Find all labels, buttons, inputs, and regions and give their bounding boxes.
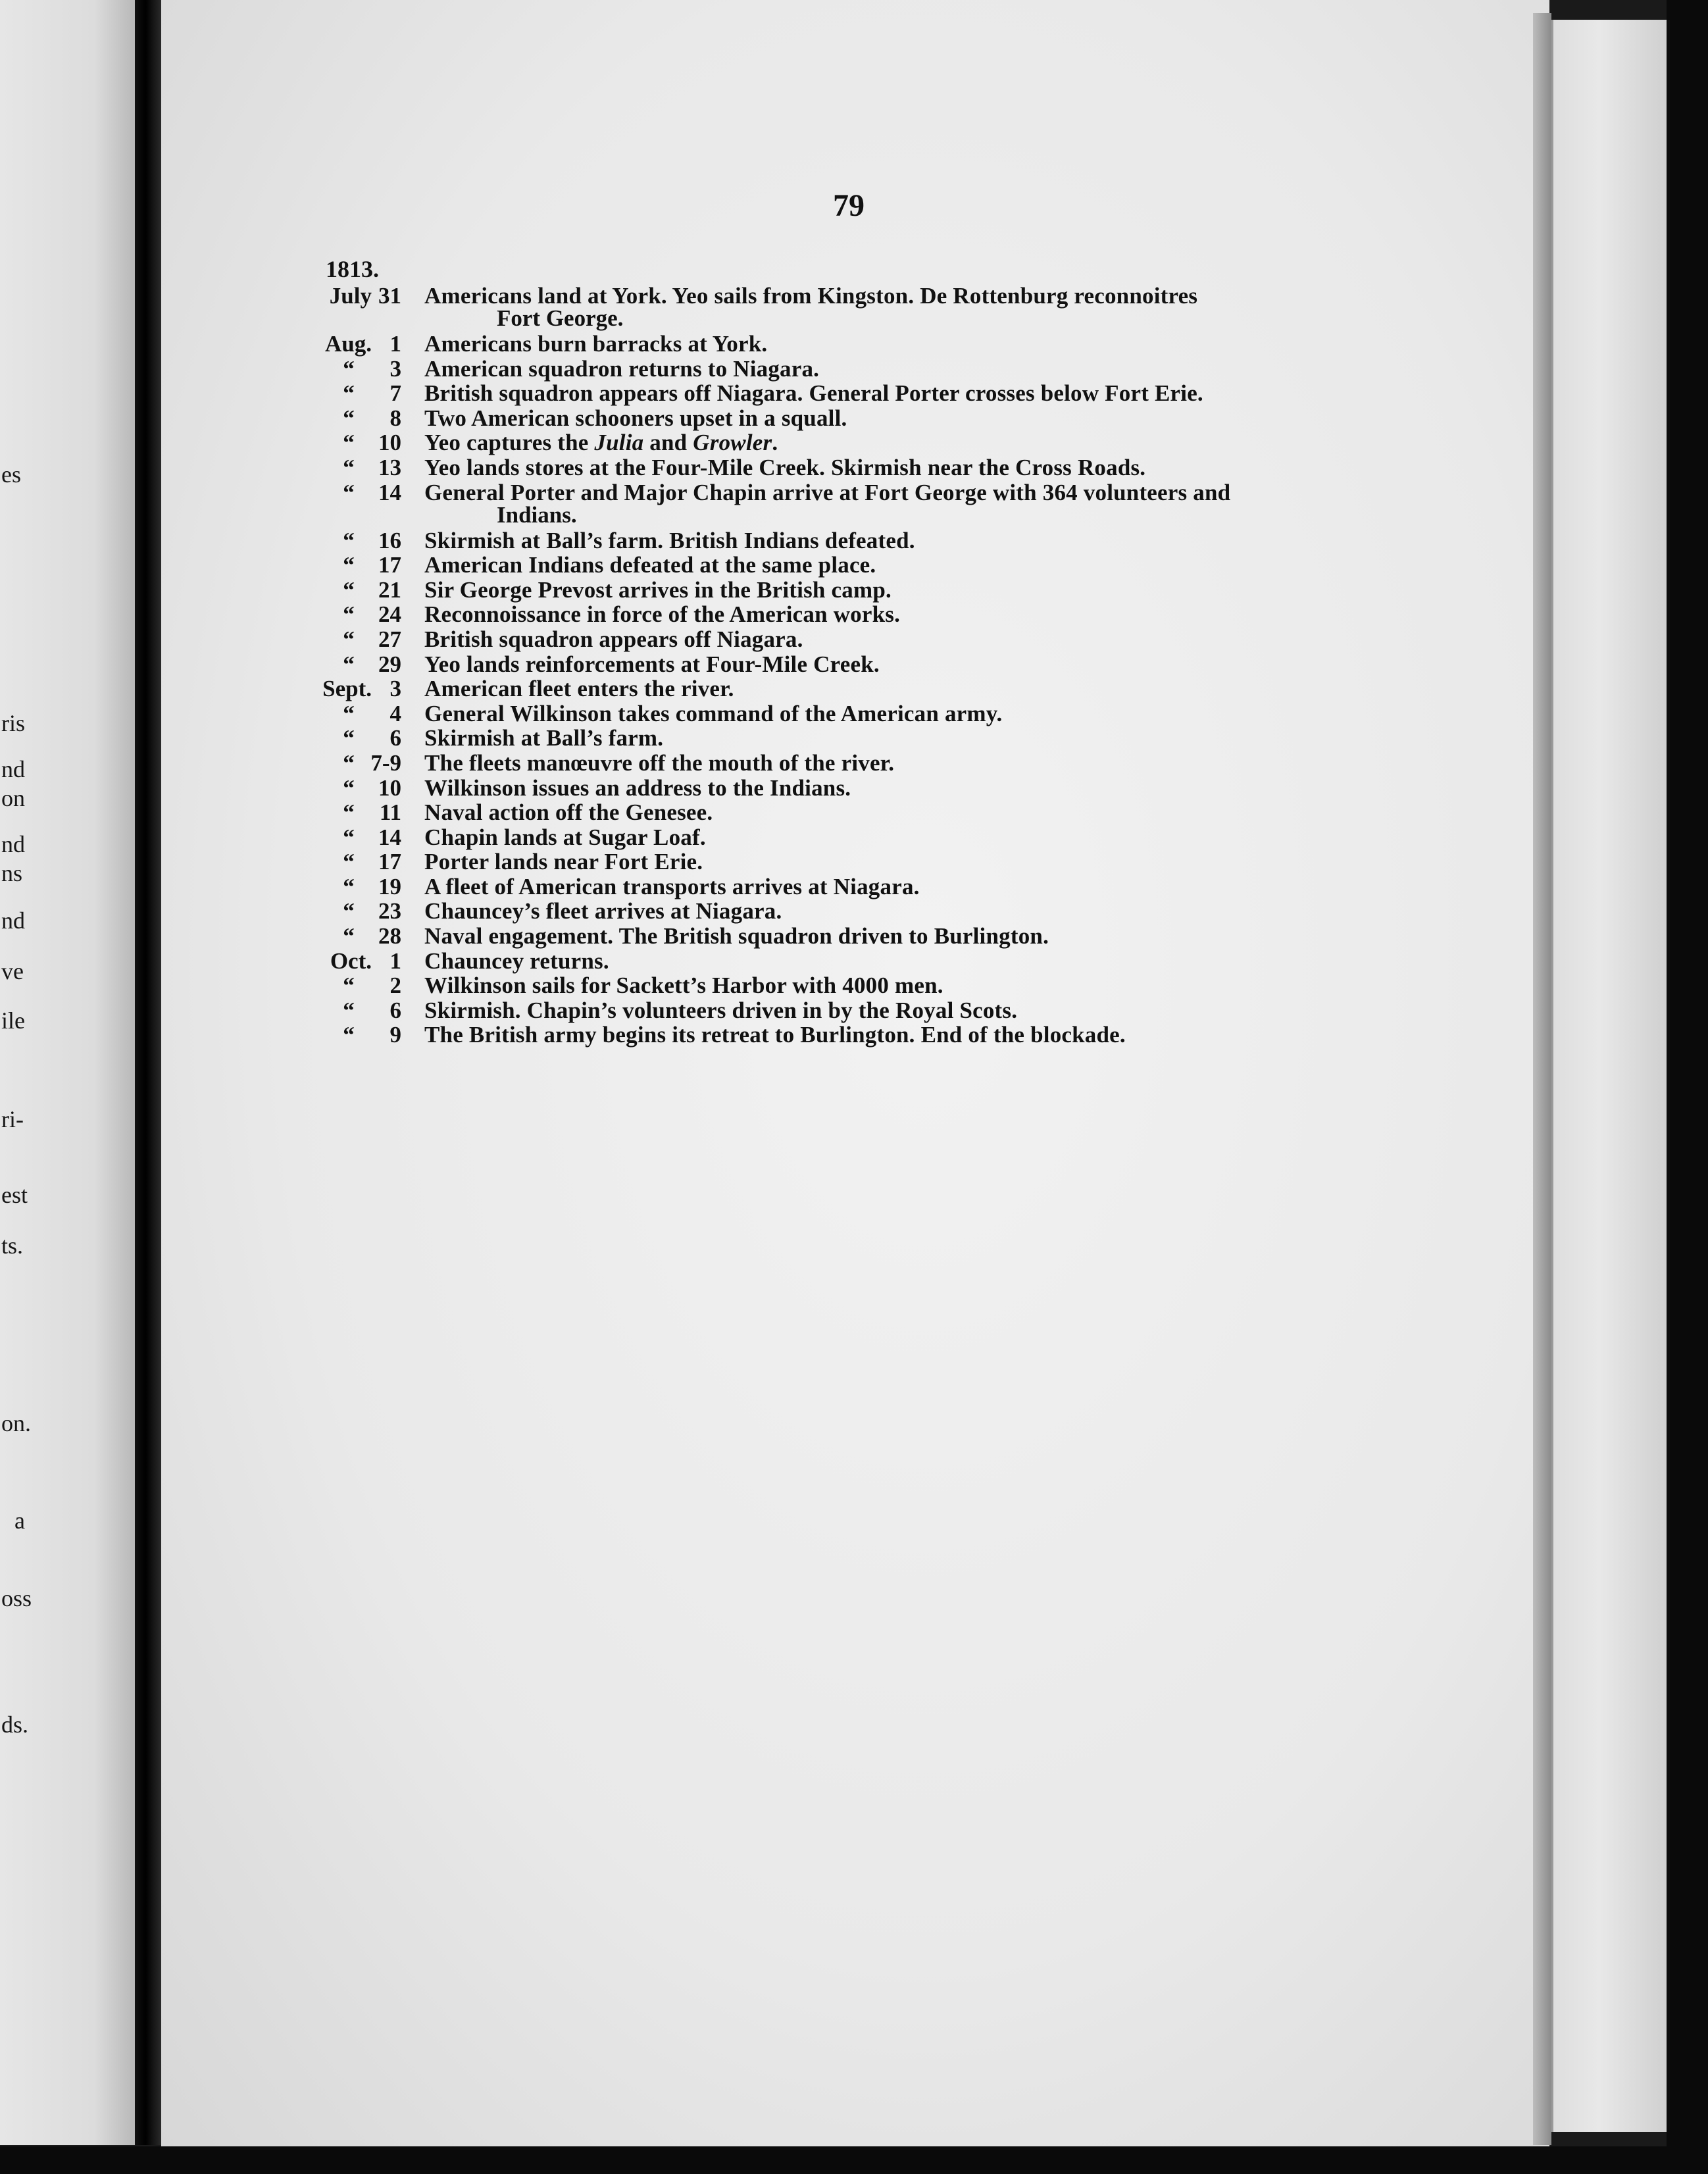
entry-day: 3 [389, 676, 401, 702]
chronology-entry [0, 380, 1533, 405]
chronology-entry [0, 528, 1533, 553]
entry-day: 3 [389, 355, 401, 382]
entry-day: 7 [389, 380, 401, 407]
entry-day: 10 [378, 774, 401, 801]
left-fragment: ts. [1, 1232, 24, 1259]
entry-continuation: Indians. [497, 501, 577, 528]
entry-month: Sept. [322, 676, 372, 702]
chronology-entry [0, 725, 1533, 750]
entry-text: Skirmish. Chapin’s volunteers driven in by the Royal Scots. [424, 997, 1018, 1023]
entry-ditto-mark: “ [343, 527, 355, 553]
chronology-entry [0, 626, 1533, 651]
entry-ditto-mark: “ [343, 601, 355, 628]
chronology-entry [0, 651, 1533, 676]
page-number: 79 [833, 188, 865, 223]
chronology-entry [0, 824, 1533, 849]
left-fragment: ile [1, 1007, 25, 1034]
chronology-entry [0, 998, 1533, 1023]
entry-continuation: Fort George. [497, 305, 624, 331]
entry-day: 13 [378, 454, 401, 480]
entry-ditto-mark: “ [343, 898, 355, 924]
entry-text [424, 430, 778, 456]
chronology-entry [0, 405, 1533, 430]
left-fragment: es [1, 461, 21, 488]
chronology-entry [0, 973, 1533, 998]
chronology-entry [0, 1022, 1533, 1047]
entry-day: 2 [389, 973, 401, 999]
chronology-entry [0, 898, 1533, 923]
entry-ditto-mark: “ [343, 774, 355, 801]
entry-ditto-mark: “ [343, 454, 355, 480]
chronology-entry [0, 356, 1533, 381]
entry-text: Skirmish at Ball’s farm. [424, 725, 664, 751]
entry-ditto-mark: “ [343, 997, 355, 1023]
chronology-entry [0, 601, 1533, 626]
entry-ditto-mark: “ [343, 923, 355, 949]
entry-day: 21 [378, 576, 401, 603]
entry-text-part: and [643, 430, 693, 456]
entry-ditto-mark: “ [343, 405, 355, 431]
entry-month: July [329, 283, 372, 309]
entry-ditto-mark: “ [343, 873, 355, 899]
entry-day: 14 [378, 824, 401, 850]
entry-text: American squadron returns to Niagara. [424, 355, 820, 382]
entry-text: The British army begins its retreat to Burlington. End of the blockade. [424, 1022, 1126, 1048]
entry-day: 1 [389, 948, 401, 974]
entry-ditto-mark: “ [343, 552, 355, 578]
entry-text: Americans burn barracks at York. [424, 331, 768, 357]
entry-day: 16 [378, 527, 401, 553]
entry-ditto-mark: “ [343, 749, 355, 776]
entry-text-part: Yeo captures the [424, 430, 595, 456]
entry-text: American fleet enters the river. [424, 676, 734, 702]
entry-ditto-mark: “ [343, 824, 355, 850]
entry-text: American Indians defeated at the same place. [424, 552, 876, 578]
entry-text: Reconnoissance in force of the American works. [424, 601, 901, 628]
entry-day: 10 [378, 430, 401, 456]
chronology-entry [0, 283, 1533, 331]
left-fragment: a [14, 1507, 25, 1534]
entry-day: 29 [378, 651, 401, 677]
chronology-entry [0, 775, 1533, 800]
scan-border-right [1667, 0, 1708, 2174]
page-edge-shadow [1533, 13, 1551, 2145]
entry-text: Sir George Prevost arrives in the British camp. [424, 576, 892, 603]
entry-text: Wilkinson issues an address to the Indians. [424, 774, 851, 801]
entry-ditto-mark: “ [343, 380, 355, 407]
entry-text: Yeo lands reinforcements at Four-Mile Creek. [424, 651, 880, 677]
chronology-entry [0, 430, 1533, 455]
entry-text-part: . [772, 430, 778, 456]
entry-ditto-mark: “ [343, 355, 355, 382]
entry-month: Oct. [330, 948, 372, 974]
entry-ditto-mark: “ [343, 799, 355, 826]
entry-day: 28 [378, 923, 401, 949]
entry-text: General Porter and Major Chapin arrive at Fort George with 364 volunteers and [424, 479, 1231, 505]
entry-day: 8 [389, 405, 401, 431]
entry-text: Naval engagement. The British squadron driven to Burlington. [424, 923, 1049, 949]
left-fragment: nd [1, 907, 25, 934]
chronology-entry [0, 331, 1533, 356]
entry-day: 19 [378, 873, 401, 899]
entry-month: Aug. [325, 331, 372, 357]
entry-day: 6 [389, 725, 401, 751]
entry-text: British squadron appears off Niagara. General Porter crosses below Fort Erie. [424, 380, 1203, 407]
entry-day: 14 [378, 479, 401, 505]
entry-day: 7-9 [370, 749, 401, 776]
chronology-entry [0, 480, 1533, 528]
chronology-entry [0, 701, 1533, 726]
chronology-entry [0, 552, 1533, 577]
entry-ditto-mark: “ [343, 626, 355, 652]
entry-ditto-mark: “ [343, 725, 355, 751]
left-fragment: on. [1, 1410, 31, 1436]
chronology-entry [0, 799, 1533, 824]
entry-day: 1 [389, 331, 401, 357]
entry-text: Yeo lands stores at the Four-Mile Creek. Skirmish near the Cross Roads. [424, 454, 1146, 480]
left-fragment: ri- [1, 1106, 24, 1132]
entry-text: Chauncey’s fleet arrives at Niagara. [424, 898, 782, 924]
entry-italic-name: Julia [594, 430, 644, 456]
entry-day: 17 [378, 849, 401, 875]
left-fragment: ds. [1, 1711, 29, 1738]
entry-ditto-mark: “ [343, 849, 355, 875]
entry-text: British squadron appears off Niagara. [424, 626, 803, 652]
year-heading: 1813. [326, 256, 379, 282]
left-fragment: ve [1, 958, 24, 984]
entry-text: Naval action off the Genesee. [424, 799, 713, 826]
left-fragment: nd [1, 756, 25, 782]
entry-day: 24 [378, 601, 401, 628]
entry-ditto-mark: “ [343, 430, 355, 456]
left-fragment: oss [1, 1585, 32, 1611]
entry-ditto-mark: “ [343, 973, 355, 999]
entry-day: 31 [378, 283, 401, 309]
entry-text: Wilkinson sails for Sackett’s Harbor with 4000 men. [424, 973, 943, 999]
entry-ditto-mark: “ [343, 479, 355, 505]
chronology-list [0, 283, 1533, 1047]
entry-text: Americans land at York. Yeo sails from Kingston. De Rottenburg reconnoitres [424, 283, 1198, 309]
entry-day: 4 [389, 700, 401, 726]
chronology-entry [0, 455, 1533, 480]
left-fragment: est [1, 1182, 28, 1208]
chronology-entry [0, 923, 1533, 948]
entry-text: Chauncey returns. [424, 948, 609, 974]
entry-text: Chapin lands at Sugar Loaf. [424, 824, 706, 850]
entry-day: 6 [389, 997, 401, 1023]
chronology-entry [0, 750, 1533, 775]
entry-text: The fleets manœuvre off the mouth of the river. [424, 749, 895, 776]
entry-day: 27 [378, 626, 401, 652]
scan-border-bottom [0, 2146, 1708, 2174]
chronology-entry [0, 874, 1533, 899]
entry-text: Porter lands near Fort Erie. [424, 849, 703, 875]
entry-ditto-mark: “ [343, 576, 355, 603]
entry-text: Skirmish at Ball’s farm. British Indians defeated. [424, 527, 915, 553]
entry-day: 9 [389, 1022, 401, 1048]
chronology-entry [0, 948, 1533, 973]
entry-text: Two American schooners upset in a squall. [424, 405, 847, 431]
chronology-entry [0, 577, 1533, 602]
left-fragment: ns [1, 860, 23, 886]
entry-italic-name: Growler [693, 430, 772, 456]
entry-day: 11 [379, 799, 401, 826]
entry-ditto-mark: “ [343, 700, 355, 726]
entry-ditto-mark: “ [343, 651, 355, 677]
entry-day: 23 [378, 898, 401, 924]
left-fragment: nd [1, 831, 25, 857]
entry-ditto-mark: “ [343, 1022, 355, 1048]
left-fragment: ris [1, 710, 25, 736]
entry-day: 17 [378, 552, 401, 578]
entry-text: General Wilkinson takes command of the American army. [424, 700, 1003, 726]
chronology-entry [0, 676, 1533, 701]
entry-text: A fleet of American transports arrives at Niagara. [424, 873, 920, 899]
page-stack-edge [1551, 20, 1669, 2132]
left-fragment: on [1, 785, 25, 811]
chronology-entry [0, 849, 1533, 874]
